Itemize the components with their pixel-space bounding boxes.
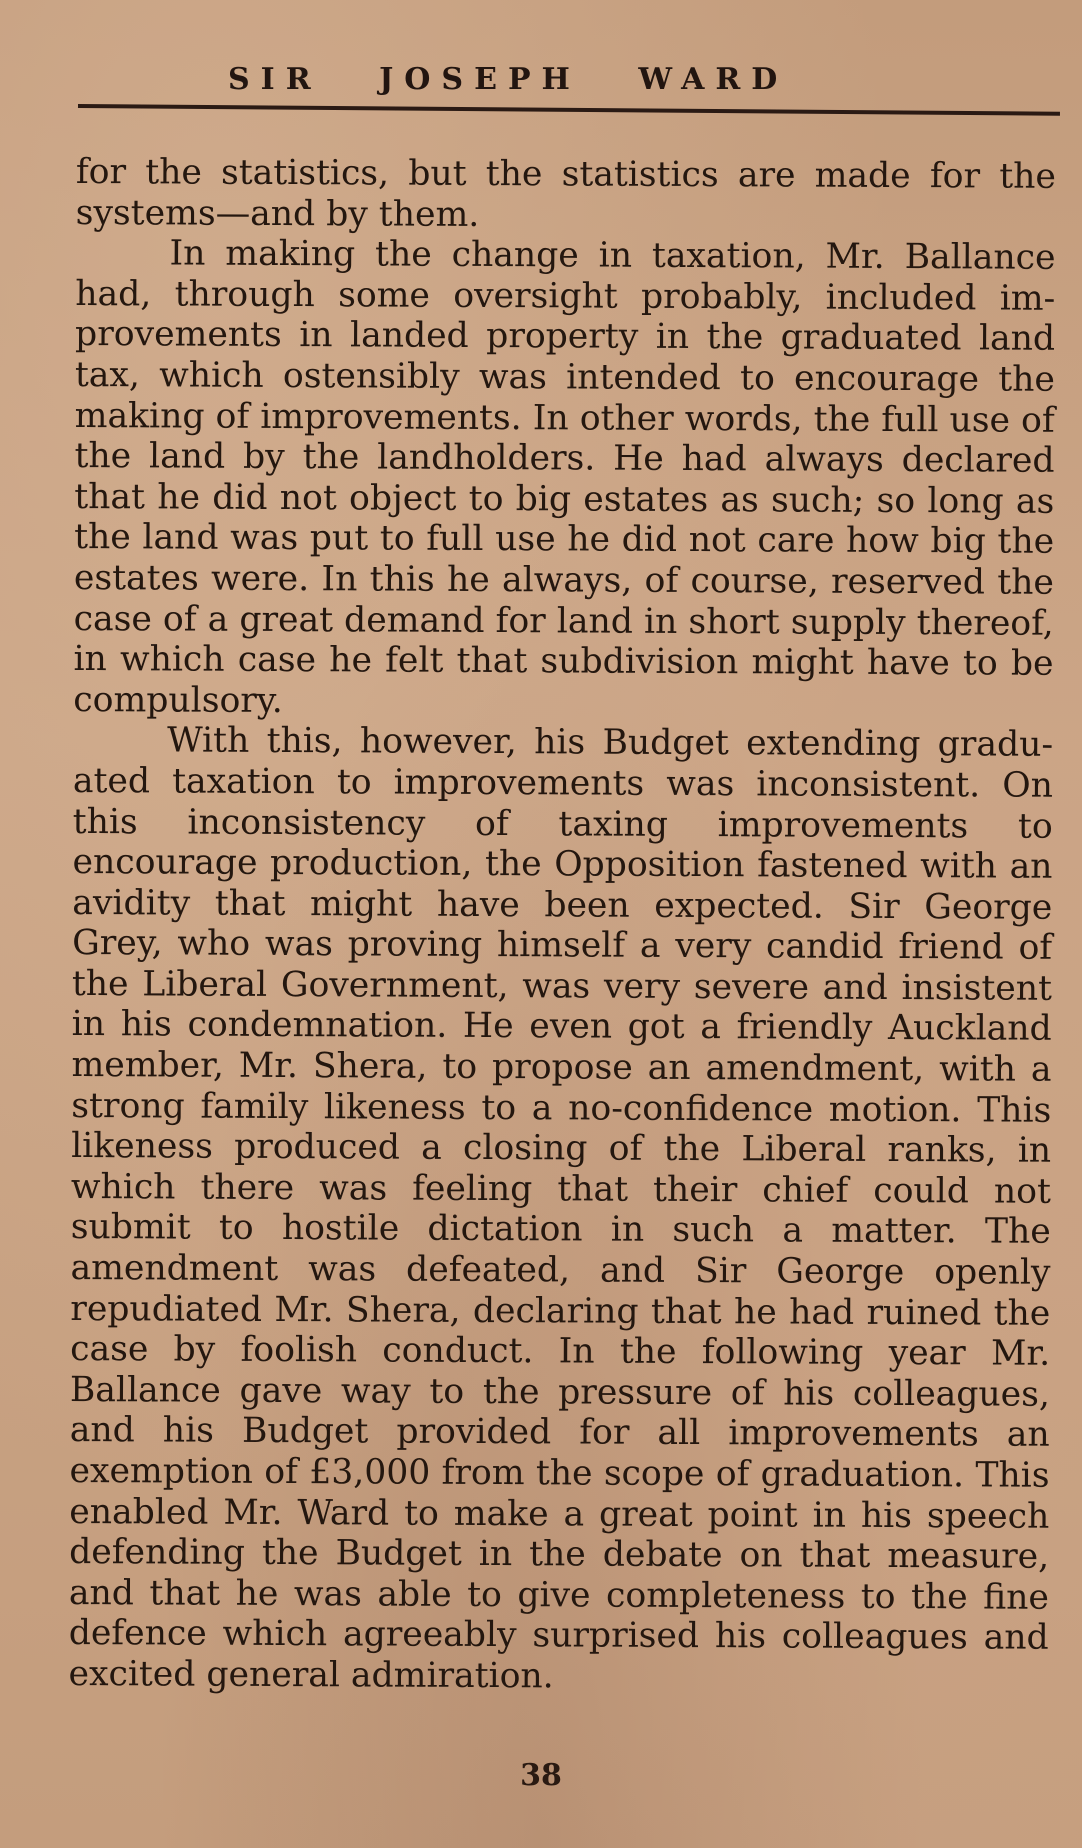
header-rule [78, 104, 1060, 116]
running-head-word: SIR [228, 62, 322, 97]
page-number: 38 [520, 1758, 562, 1793]
paragraph-continuation: for the statistics, but the statistics are made for the systems—and by them. [75, 152, 1056, 235]
running-head [228, 62, 948, 97]
paragraph: In making the change in taxation, Mr. Ballance had, through some oversight probably, included improvements in landed property in the graduated land tax, which ostensibly was intended to encourage the making of improvements. In other words, the full use of the land by the landholders. He had always declared that he did not object to big estates as such; so long as the land was put to full use he did not care how big the estates were. In this he always, of course, reserved the case of a great demand for land in short supply thereof, in which case he felt that subdivision might have to be compulsory. [73, 233, 1056, 721]
running-head-word: JOSEPH [379, 62, 581, 97]
paragraph: With this, however, his Budget extending graduated taxation to improvements was inconsistent. On this inconsistency of taxing improvements to encourage production, the Opposition fastened with an avidity that might have been expected. Sir George Grey, who was proving himself a very candid friend of the Liberal Government, was very severe and insistent in his condemnation. He even got a friendly Auckland member, Mr. Shera, to propose an amendment, with a strong family likeness to a no-confidence motion. This likeness produced a closing of the Liberal ranks, in which there was feeling that their chief could not submit to hostile dictation in such a matter. The amendment was defeated, and Sir George openly repudiated Mr. Shera, declaring that he had ruined the case by foolish conduct. In the following year Mr. Ballance gave way to the pressure of his colleagues, and his Budget provided for all improvements an exemption of £3,000 from the scope of graduation. This enabled Mr. Ward to make a great point in his speech defending the Budget in the debate on that measure, and that he was able to give completeness to the fine defence which agreeably surprised his colleagues and excited general admiration. [68, 720, 1054, 1697]
body-text [68, 152, 1056, 1699]
running-head-word: WARD [638, 62, 789, 97]
